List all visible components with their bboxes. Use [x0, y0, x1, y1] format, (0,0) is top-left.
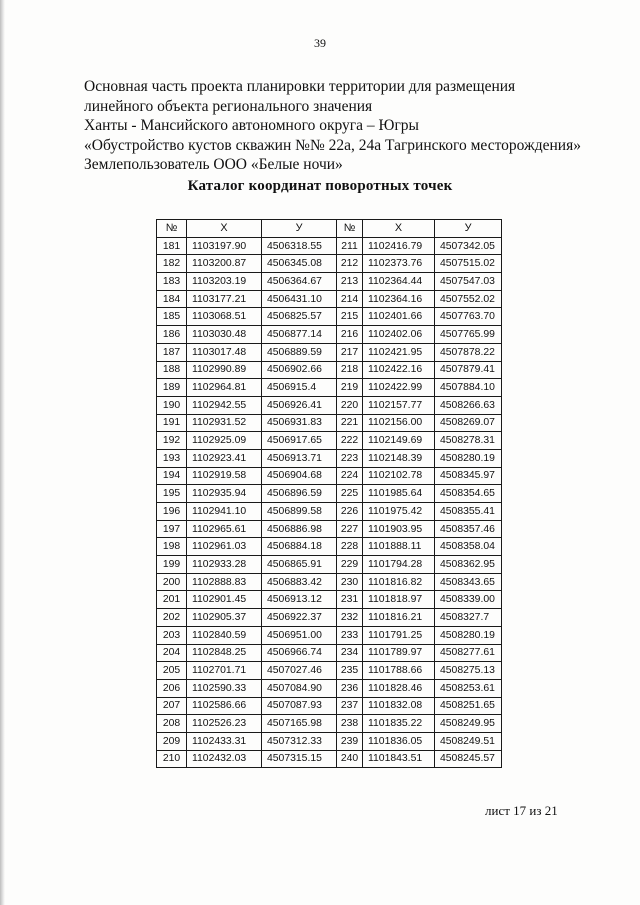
table-row — [157, 255, 502, 273]
table-cell: 1103200.87 — [187, 255, 262, 273]
document-header — [84, 77, 604, 175]
table-cell: 231 — [337, 591, 363, 609]
table-cell: 196 — [157, 503, 187, 521]
table-cell: 1102433.31 — [187, 732, 262, 750]
sheet-counter: лист 17 из 21 — [485, 803, 558, 818]
table-cell: 4507765.99 — [435, 326, 502, 344]
table-cell: 232 — [337, 609, 363, 627]
table-cell: 4507315.15 — [262, 750, 337, 768]
table-cell: 4506364.67 — [262, 273, 337, 291]
table-cell: 4506883.42 — [262, 573, 337, 591]
table-cell: 4506896.59 — [262, 485, 337, 503]
coordinates-table — [156, 219, 502, 768]
table-cell: 1102901.45 — [187, 591, 262, 609]
table-cell: 4506931.83 — [262, 414, 337, 432]
table-cell: 1102156.00 — [363, 414, 435, 432]
table-cell: 185 — [157, 308, 187, 326]
table-cell: 205 — [157, 662, 187, 680]
table-cell: 4508358.04 — [435, 538, 502, 556]
table-row — [157, 379, 502, 397]
table-row — [157, 732, 502, 750]
table-cell: 223 — [337, 449, 363, 467]
table-cell: 189 — [157, 379, 187, 397]
table-cell: 1102923.41 — [187, 449, 262, 467]
table-row — [157, 556, 502, 574]
table-cell: 227 — [337, 520, 363, 538]
header-line-1: Основная часть проекта планировки территории для размещения — [84, 78, 516, 95]
table-cell: 1103177.21 — [187, 290, 262, 308]
table-cell: 216 — [337, 326, 363, 344]
table-cell: 4508245.57 — [435, 750, 502, 768]
table-cell: 1101789.97 — [363, 644, 435, 662]
table-cell: 225 — [337, 485, 363, 503]
page-number: 39 — [314, 36, 326, 50]
table-cell: 4508355.41 — [435, 503, 502, 521]
table-cell: 235 — [337, 662, 363, 680]
table-cell: 240 — [337, 750, 363, 768]
table-cell: 4508343.65 — [435, 573, 502, 591]
table-cell: 207 — [157, 697, 187, 715]
table-cell: 4508339.00 — [435, 591, 502, 609]
table-cell: 215 — [337, 308, 363, 326]
table-cell: 4506966.74 — [262, 644, 337, 662]
table-cell: 222 — [337, 432, 363, 450]
header-cell: № — [157, 220, 187, 238]
table-cell: 1101788.66 — [363, 662, 435, 680]
table-cell: 183 — [157, 273, 187, 291]
table-row — [157, 591, 502, 609]
table-cell: 1102990.89 — [187, 361, 262, 379]
table-cell: 1101975.42 — [363, 503, 435, 521]
table-cell: 4508275.13 — [435, 662, 502, 680]
table-row — [157, 662, 502, 680]
table-cell: 234 — [337, 644, 363, 662]
table-cell: 1102526.23 — [187, 715, 262, 733]
table-cell: 229 — [337, 556, 363, 574]
table-row — [157, 609, 502, 627]
table-cell: 221 — [337, 414, 363, 432]
table-cell: 1101888.11 — [363, 538, 435, 556]
table-cell: 239 — [337, 732, 363, 750]
table-cell: 212 — [337, 255, 363, 273]
table-cell: 4506902.66 — [262, 361, 337, 379]
table-cell: 4508362.95 — [435, 556, 502, 574]
table-cell: 228 — [337, 538, 363, 556]
table-cell: 4506913.12 — [262, 591, 337, 609]
table-cell: 213 — [337, 273, 363, 291]
table-row — [157, 414, 502, 432]
table-row — [157, 361, 502, 379]
table-cell: 4508249.51 — [435, 732, 502, 750]
catalog-title: Каталог координат поворотных точек — [187, 178, 453, 194]
header-cell: № — [337, 220, 363, 238]
table-cell: 1102422.16 — [363, 361, 435, 379]
table-cell: 4506825.57 — [262, 308, 337, 326]
table-cell: 184 — [157, 290, 187, 308]
table-cell: 217 — [337, 343, 363, 361]
table-cell: 218 — [337, 361, 363, 379]
table-row — [157, 520, 502, 538]
table-cell: 193 — [157, 449, 187, 467]
table-row — [157, 715, 502, 733]
table-cell: 4506886.98 — [262, 520, 337, 538]
table-row — [157, 573, 502, 591]
table-cell: 1101794.28 — [363, 556, 435, 574]
table-cell: 1102925.09 — [187, 432, 262, 450]
table-cell: 219 — [337, 379, 363, 397]
table-cell: 1103197.90 — [187, 237, 262, 255]
table-cell: 224 — [337, 467, 363, 485]
table-cell: 181 — [157, 237, 187, 255]
header-line-3: Ханты - Мансийского автономного округа – Югры — [84, 117, 419, 135]
table-cell: 201 — [157, 591, 187, 609]
header-line-4: «Обустройство кустов скважин №№ 22а, 24а Тагринского месторождения» — [84, 136, 581, 154]
table-row — [157, 326, 502, 344]
table-cell: 1102422.99 — [363, 379, 435, 397]
header-line-2: линейного объекта регионального значения — [84, 97, 373, 115]
table-cell: 1102848.25 — [187, 644, 262, 662]
table-cell: 1102364.16 — [363, 290, 435, 308]
table-cell: 4508280.19 — [435, 449, 502, 467]
table-row — [157, 644, 502, 662]
table-row — [157, 273, 502, 291]
table-cell: 4507884.10 — [435, 379, 502, 397]
table-cell: 230 — [337, 573, 363, 591]
table-cell: 1102905.37 — [187, 609, 262, 627]
table-cell: 1101985.64 — [363, 485, 435, 503]
table-cell: 1102935.94 — [187, 485, 262, 503]
table-cell: 194 — [157, 467, 187, 485]
header-cell: X — [363, 220, 435, 238]
table-cell: 4507879.41 — [435, 361, 502, 379]
table-cell: 4506865.91 — [262, 556, 337, 574]
table-row — [157, 237, 502, 255]
table-cell: 4508253.61 — [435, 679, 502, 697]
table-cell: 226 — [337, 503, 363, 521]
table-row — [157, 308, 502, 326]
table-cell: 199 — [157, 556, 187, 574]
table-cell: 4507552.02 — [435, 290, 502, 308]
table-cell: 4506904.68 — [262, 467, 337, 485]
table-cell: 214 — [337, 290, 363, 308]
table-cell: 1102421.95 — [363, 343, 435, 361]
table-cell: 4506889.59 — [262, 343, 337, 361]
table-cell: 195 — [157, 485, 187, 503]
table-cell: 4506877.14 — [262, 326, 337, 344]
table-row — [157, 467, 502, 485]
table-cell: 1102157.77 — [363, 396, 435, 414]
table-cell: 1102933.28 — [187, 556, 262, 574]
table-cell: 1101818.97 — [363, 591, 435, 609]
table-cell: 1103068.51 — [187, 308, 262, 326]
table-cell: 233 — [337, 626, 363, 644]
table-cell: 1101791.25 — [363, 626, 435, 644]
table-cell: 4506951.00 — [262, 626, 337, 644]
table-cell: 187 — [157, 343, 187, 361]
table-cell: 4508280.19 — [435, 626, 502, 644]
table-cell: 236 — [337, 679, 363, 697]
table-cell: 1101816.82 — [363, 573, 435, 591]
table-cell: 188 — [157, 361, 187, 379]
table-cell: 208 — [157, 715, 187, 733]
table-row — [157, 343, 502, 361]
table-cell: 1101836.05 — [363, 732, 435, 750]
table-row — [157, 697, 502, 715]
table-cell: 198 — [157, 538, 187, 556]
table-row — [157, 449, 502, 467]
table-cell: 197 — [157, 520, 187, 538]
table-cell: 1102942.55 — [187, 396, 262, 414]
table-body — [157, 237, 502, 768]
header-cell: У — [435, 220, 502, 238]
table-cell: 1102701.71 — [187, 662, 262, 680]
table-cell: 1102964.81 — [187, 379, 262, 397]
table-cell: 4507763.70 — [435, 308, 502, 326]
table-row — [157, 750, 502, 768]
table-cell: 4507087.93 — [262, 697, 337, 715]
header-cell: У — [262, 220, 337, 238]
table-cell: 190 — [157, 396, 187, 414]
table-row — [157, 396, 502, 414]
table-cell: 1102364.44 — [363, 273, 435, 291]
table-cell: 4508269.07 — [435, 414, 502, 432]
table-cell: 1102965.61 — [187, 520, 262, 538]
table-cell: 4506899.58 — [262, 503, 337, 521]
table-cell: 1102149.69 — [363, 432, 435, 450]
table-cell: 1101816.21 — [363, 609, 435, 627]
table-cell: 238 — [337, 715, 363, 733]
table-row — [157, 679, 502, 697]
table-cell: 4506345.08 — [262, 255, 337, 273]
table-row — [157, 538, 502, 556]
table-cell: 4508277.61 — [435, 644, 502, 662]
table-cell: 1101832.08 — [363, 697, 435, 715]
table-cell: 4507547.03 — [435, 273, 502, 291]
table-cell: 1102401.66 — [363, 308, 435, 326]
table-cell: 4507084.90 — [262, 679, 337, 697]
table-cell: 1102961.03 — [187, 538, 262, 556]
table-cell: 1101828.46 — [363, 679, 435, 697]
table-cell: 4507027.46 — [262, 662, 337, 680]
table-cell: 1103017.48 — [187, 343, 262, 361]
table-cell: 4508251.65 — [435, 697, 502, 715]
table-cell: 4506922.37 — [262, 609, 337, 627]
table-cell: 4506318.55 — [262, 237, 337, 255]
table-cell: 1102590.33 — [187, 679, 262, 697]
table-header-row — [157, 220, 502, 238]
table-cell: 200 — [157, 573, 187, 591]
scan-edge — [0, 0, 5, 905]
table-cell: 1102586.66 — [187, 697, 262, 715]
table-cell: 4508278.31 — [435, 432, 502, 450]
table-cell: 1102931.52 — [187, 414, 262, 432]
table-cell: 4508345.97 — [435, 467, 502, 485]
table-cell: 1102919.58 — [187, 467, 262, 485]
table-cell: 1102888.83 — [187, 573, 262, 591]
table-row — [157, 503, 502, 521]
table-cell: 4506913.71 — [262, 449, 337, 467]
table-cell: 1101843.51 — [363, 750, 435, 768]
table-cell: 1102148.39 — [363, 449, 435, 467]
table-cell: 1102432.03 — [187, 750, 262, 768]
table-cell: 1102941.10 — [187, 503, 262, 521]
table-cell: 237 — [337, 697, 363, 715]
header-line-5: Землепользователь ООО «Белые ночи» — [84, 156, 343, 174]
table-cell: 209 — [157, 732, 187, 750]
table-cell: 4508327.7 — [435, 609, 502, 627]
table-cell: 4506431.10 — [262, 290, 337, 308]
table-row — [157, 432, 502, 450]
table-cell: 4507515.02 — [435, 255, 502, 273]
table-cell: 4508357.46 — [435, 520, 502, 538]
table-cell: 1102373.76 — [363, 255, 435, 273]
table-cell: 1101903.95 — [363, 520, 435, 538]
table-cell: 1102416.79 — [363, 237, 435, 255]
table-cell: 4506915.4 — [262, 379, 337, 397]
table-cell: 4507312.33 — [262, 732, 337, 750]
table-cell: 211 — [337, 237, 363, 255]
table-cell: 4507342.05 — [435, 237, 502, 255]
table-cell: 4506917.65 — [262, 432, 337, 450]
table-cell: 1103030.48 — [187, 326, 262, 344]
table-cell: 203 — [157, 626, 187, 644]
table-cell: 192 — [157, 432, 187, 450]
table-cell: 4508266.63 — [435, 396, 502, 414]
table-cell: 210 — [157, 750, 187, 768]
table-row — [157, 485, 502, 503]
table-cell: 204 — [157, 644, 187, 662]
table-cell: 186 — [157, 326, 187, 344]
table-cell: 4506926.41 — [262, 396, 337, 414]
table-cell: 4506884.18 — [262, 538, 337, 556]
table-cell: 191 — [157, 414, 187, 432]
table-cell: 202 — [157, 609, 187, 627]
table-cell: 206 — [157, 679, 187, 697]
table-cell: 1103203.19 — [187, 273, 262, 291]
table-cell: 182 — [157, 255, 187, 273]
table-cell: 1102102.78 — [363, 467, 435, 485]
table-cell: 4508354.65 — [435, 485, 502, 503]
table-row — [157, 290, 502, 308]
table-cell: 4507165.98 — [262, 715, 337, 733]
header-cell: X — [187, 220, 262, 238]
table-cell: 1102402.06 — [363, 326, 435, 344]
table-cell: 1102840.59 — [187, 626, 262, 644]
table-cell: 4508249.95 — [435, 715, 502, 733]
table-cell: 220 — [337, 396, 363, 414]
table-cell: 4507878.22 — [435, 343, 502, 361]
table-row — [157, 626, 502, 644]
table-cell: 1101835.22 — [363, 715, 435, 733]
